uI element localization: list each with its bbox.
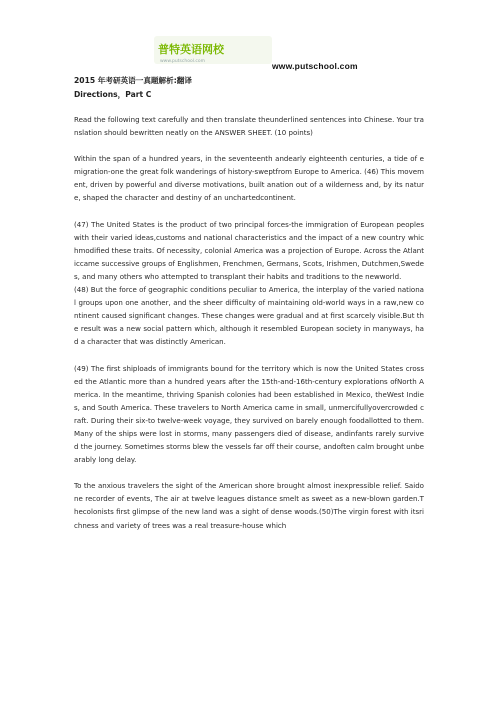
logo-subtext: www.putschool.com [160,59,205,64]
paragraph-48: (48) But the force of geographic conditions peculiar to America, the interplay of the varied national groups upon one another, and the sheer difficulty of maintaining old-world ways in a raw,new continent caused significant changes. These changes were gradual and at first scarcely visible.But the result was a new social pattern which, although it resembled European society in manyways, had a character that was distinctly American. [74,285,424,347]
section-heading: Directions，Part C [74,90,152,99]
paragraph-47: (47) The United States is the product of two principal forces-the immigration of European peopleswith their varied ideas,customs and national characteristics and the impact of a new country whichmodified these traits. Of necessity, colonial America was a projection of Europe. Across the Atlanticcame successive groups of Englishmen, Frenchmen, Germans, Scots, Irishmen, Dutchmen,Swedes, and many others who attempted to transplant their habits and traditions to the newworld. [74,219,424,281]
site-logo [154,34,272,66]
directions-paragraph: Read the following text carefully and then translate theunderlined sentences into Chinese. Your translation should bewritten neatly on the ANSWER SHEET. (10 points) [74,115,424,138]
site-url[interactable]: www.putschool.com [272,61,358,71]
document-body [74,74,424,532]
page-title: 2015 年考研英语一真题解析:翻译 [74,76,192,85]
paragraph-46: Within the span of a hundred years, in the seventeenth andearly eighteenth centuries, a tide of emigration-one the great folk wanderings of history-sweptfrom Europe to America. (46) This movement, driven by powerful and diverse motivations, built anation out of a wilderness and, by its nature, shaped the character and destiny of an unchartedcontinent. [74,154,424,203]
logo-text: 普特英语网校 [158,43,224,56]
page-header [0,0,496,74]
paragraph-49: (49) The first shiploads of immigrants bound for the territory which is now the United States crossed the Atlantic more than a hundred years after the 15th-and-16th-century explorations ofNorth America. In the meantime, thriving Spanish colonies had been established in Mexico, theWest Indies, and South America. These travelers to North America came in small, unmercifullyovercrowded craft. During their six-to twelve-week voyage, they survived on barely enough foodallotted to them. Many of the ships were lost in storms, many passengers died of disease, andinfants rarely survived the journey. Sometimes storms blew the vessels far off their course, andoften calm brought unbearably long delay. [74,363,424,465]
paragraph-50: To the anxious travelers the sight of the American shore brought almost inexpressible relief. Saidone recorder of events, The air at twelve leagues distance smelt as sweet as a new-blown garden.Thecolonists first glimpse of the new land was a sight of dense woods.(50)The virgin forest with itsrichness and variety of trees was a real treasure-house which [74,481,424,530]
